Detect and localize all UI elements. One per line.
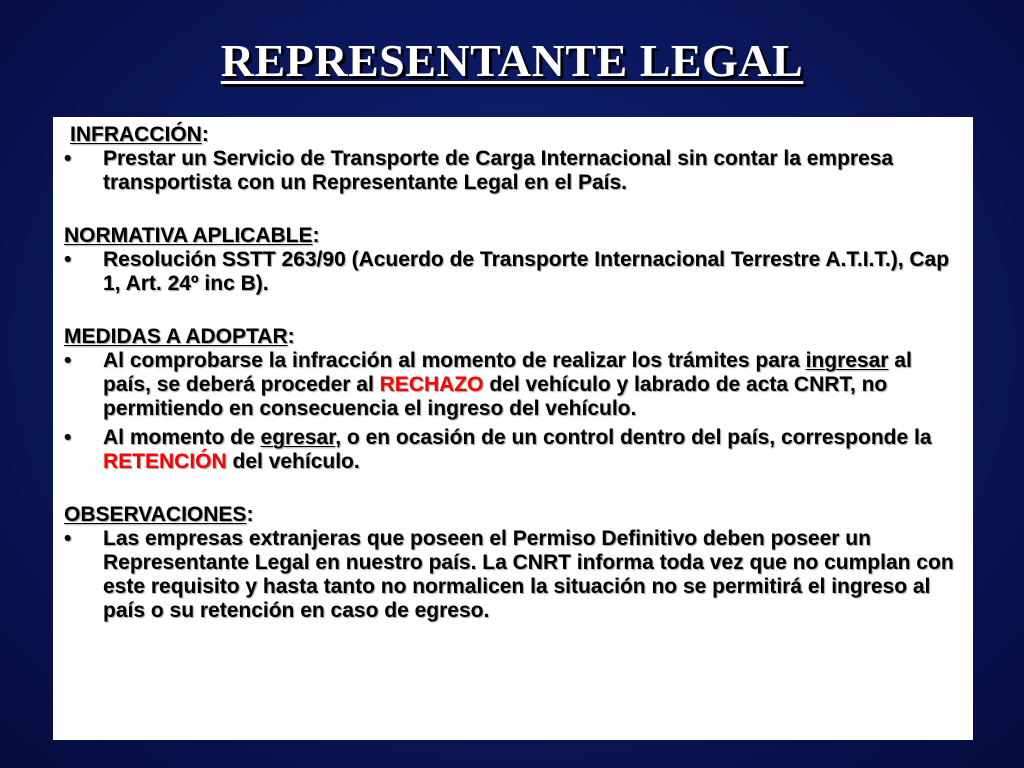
heading-observaciones bbox=[64, 503, 963, 527]
list-medidas bbox=[64, 349, 963, 474]
list-infraccion bbox=[64, 147, 963, 195]
spacer bbox=[64, 301, 963, 325]
list-item bbox=[64, 248, 963, 296]
bullet-text: Prestar un Servicio de Transporte de Carga Internacional sin contar la empresa transportista con un Representante Legal en el País. bbox=[103, 147, 894, 194]
heading-infraccion-colon: : bbox=[201, 123, 209, 146]
heading-observaciones-label: OBSERVACIONES bbox=[64, 503, 247, 526]
bullet-text-part: Al momento de bbox=[103, 426, 261, 449]
slide-content bbox=[64, 123, 963, 623]
bullet-dot: • bbox=[64, 248, 72, 271]
heading-medidas bbox=[64, 325, 963, 349]
bullet-text-part: del vehículo y labrado de acta CNRT, no permitiendo en consecuencia el ingreso del vehículo. bbox=[103, 373, 888, 420]
spacer bbox=[64, 200, 963, 224]
bullet-text-part: del vehículo. bbox=[226, 450, 360, 473]
content-box bbox=[53, 117, 973, 740]
heading-normativa-colon: : bbox=[312, 224, 320, 247]
bullet-dot: • bbox=[64, 426, 72, 449]
highlight-retencion: RETENCIÓN bbox=[103, 450, 227, 473]
bullet-text: Las empresas extranjeras que poseen el Permiso Definitivo deben poseer un Representante Legal en nuestro país. La CNRT informa toda vez que no cumplan con este requisito y hasta tanto no normalicen la situación no se permitirá el ingreso al país o su retención en caso de egreso. bbox=[103, 527, 954, 622]
heading-normativa-label: NORMATIVA APLICABLE bbox=[64, 224, 313, 247]
bullet-text-part: , o en ocasión de un control dentro del país, corresponde la bbox=[335, 426, 932, 449]
highlight-rechazo: RECHAZO bbox=[379, 373, 484, 396]
heading-medidas-colon: : bbox=[287, 325, 295, 348]
underlined-word-ingresar: ingresar bbox=[805, 349, 889, 372]
bullet-dot: • bbox=[64, 349, 72, 372]
bullet-dot: • bbox=[64, 147, 72, 170]
list-normativa bbox=[64, 248, 963, 296]
slide-title: REPRESENTANTE LEGAL bbox=[220, 35, 804, 86]
heading-observaciones-colon: : bbox=[246, 503, 254, 526]
list-item bbox=[64, 147, 963, 195]
heading-medidas-label: MEDIDAS A ADOPTAR bbox=[64, 325, 288, 348]
list-observaciones bbox=[64, 527, 963, 623]
bullet-dot: • bbox=[64, 527, 72, 550]
spacer bbox=[64, 479, 963, 503]
bullet-text: Resolución SSTT 263/90 (Acuerdo de Transporte Internacional Terrestre A.T.I.T.), Cap 1, Art. 24º inc B). bbox=[103, 248, 950, 295]
bullet-text-part: Al comprobarse la infracción al momento de realizar los trámites para bbox=[103, 349, 806, 372]
bullet-text-part: al país, se deberá proceder al bbox=[103, 349, 912, 396]
underlined-word-egresar: egresar bbox=[260, 426, 336, 449]
list-item bbox=[64, 527, 963, 623]
heading-normativa bbox=[64, 224, 963, 248]
list-item bbox=[64, 349, 963, 421]
list-item bbox=[64, 426, 963, 474]
heading-infraccion-label: INFRACCIÓN bbox=[70, 123, 202, 146]
heading-infraccion bbox=[64, 123, 963, 147]
